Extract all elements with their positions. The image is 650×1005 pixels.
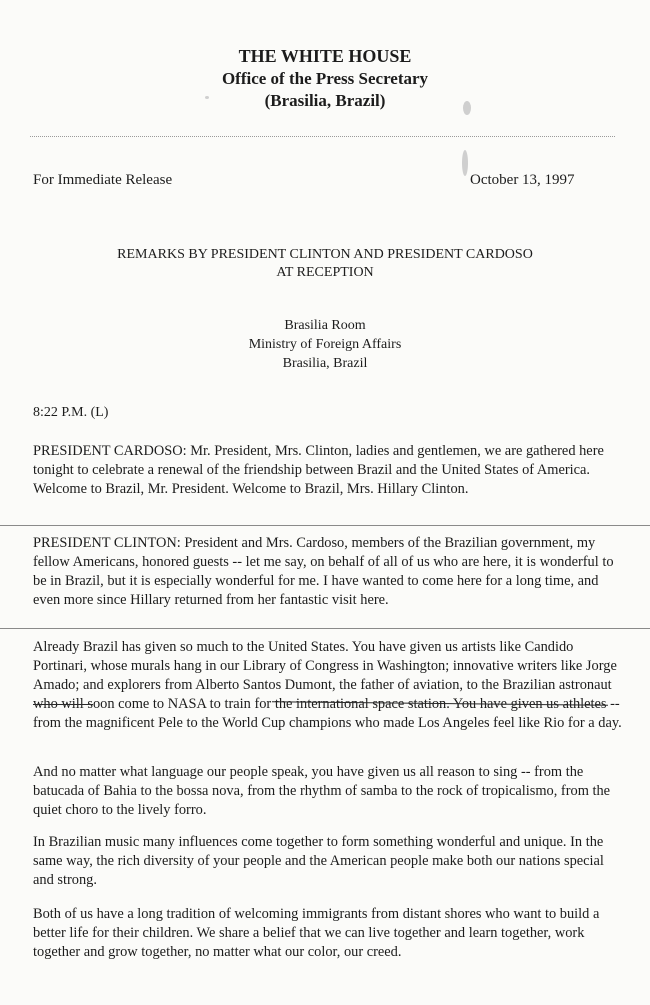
release-label: For Immediate Release [33,172,173,188]
venue-ministry: Ministry of Foreign Affairs [248,337,402,352]
handwritten-underline [33,704,93,705]
scan-speck [463,101,471,115]
event-time: 8:22 P.M. (L) [33,405,109,420]
paragraph-music: And no matter what language our people speak, you have given us all reason to sing -- from the batucada of Bahia to the bossa nova, from the rhythm of samba to the rock of tropicalismo, from the quiet choro to the lively forro. [33,764,611,818]
header-press-office: Office of the Press Secretary [221,69,429,88]
scan-line-divider [0,628,650,629]
venue-room: Brasilia Room [284,318,366,333]
paragraph-cardoso: PRESIDENT CARDOSO: Mr. President, Mrs. Clinton, ladies and gentlemen, we are gathered here tonight to celebrate a renewal of the friendship between Brazil and the United States of America. Welcome to Brazil, Mr. President. Welcome to Brazil, Mrs. Hillary Clinton. [33,443,604,497]
paragraph-clinton-intro: PRESIDENT CLINTON: President and Mrs. Cardoso, members of the Brazilian government, my fellow Americans, honored guests -- let me say, on behalf of all of us who are here, it is wonderful to be in Brazil, but it is especially wonderful for me. I have wanted to come here for a long time, and even more since Hillary returned from her fantastic visit here. [33,535,614,608]
venue-city: Brasilia, Brazil [282,356,368,371]
header-location: (Brasilia, Brazil) [264,91,386,110]
scan-speck [462,150,468,176]
remarks-title: REMARKS BY PRESIDENT CLINTON AND PRESIDENT CARDOSO [117,247,533,262]
dotted-divider [30,136,615,137]
scan-speck [205,96,209,99]
header-white-house: THE WHITE HOUSE [238,46,412,66]
paragraph-diversity: In Brazilian music many influences come together to form something wonderful and unique. In the same way, the rich diversity of your people and the American people make both our nations special and strong. [33,834,604,888]
remarks-subtitle: AT RECEPTION [276,265,374,280]
release-date: October 13, 1997 [470,172,575,188]
paragraph-immigrants: Both of us have a long tradition of welcoming immigrants from distant shores who want to build a better life for their children. We share a belief that we can live together and learn together, work together and grow together, no matter what our color, our creed. [33,906,600,960]
scan-line-divider [0,525,650,526]
paragraph-contributions: Already Brazil has given so much to the United States. You have given us artists like Candido Portinari, whose murals hang in our Library of Congress in Washington; innovative writers like Jorge Amado; and explorers from Alberto Santos Dumont, the father of aviation, to the Brazilian astronaut who will soon come to NASA to train for the international space station. You have given us athletes -- from the magnificent Pele to the World Cup champions who made Los Angeles feel like Rio for a day. [33,639,622,731]
